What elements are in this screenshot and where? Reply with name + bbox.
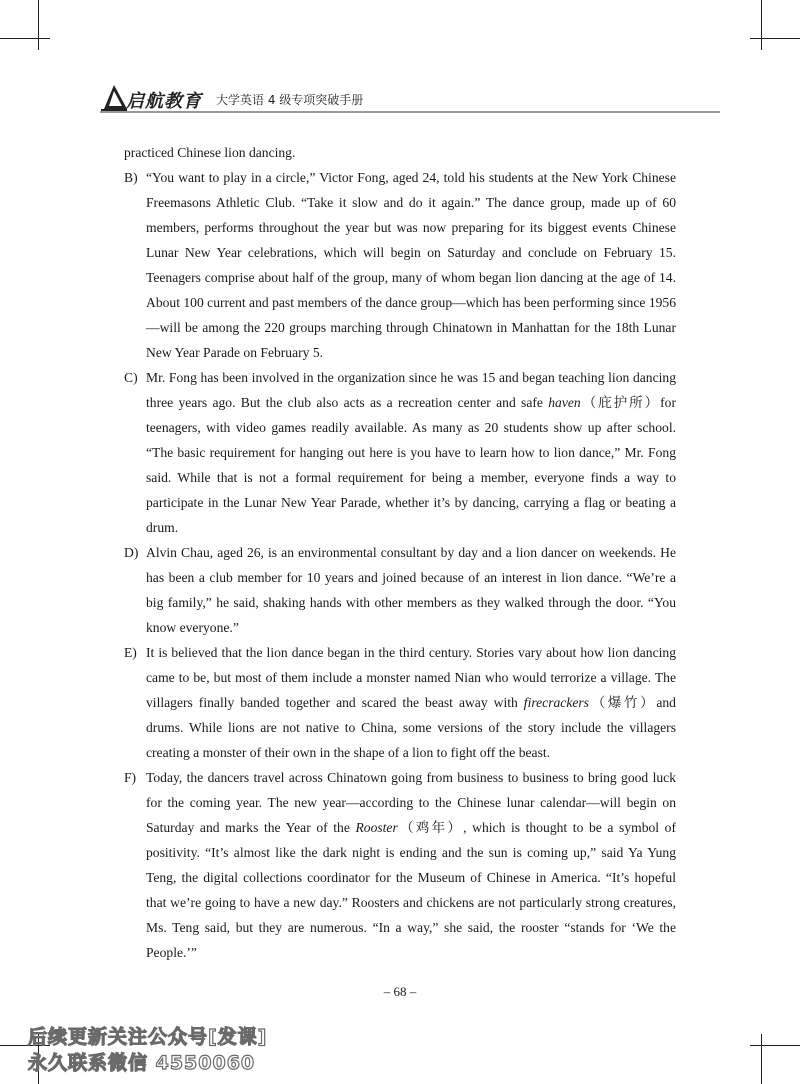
paragraph-label: E)	[124, 645, 137, 660]
glossed-word: firecrackers	[523, 695, 589, 710]
crop-mark	[761, 1034, 762, 1084]
paragraph-f	[124, 765, 676, 965]
paragraph-b	[124, 165, 676, 365]
glossed-word: Rooster	[355, 820, 398, 835]
crop-mark	[38, 0, 39, 50]
paragraph-text: Alvin Chau, aged 26, is an environmental consultant by day and a lion dancer on weekends. He has been a club member for 10 years and joined because of an interest in lion dance. “We’re a big family,” he said, shaking hands with other members as they walked through the door. “You know everyone.”	[146, 545, 676, 635]
watermark-line: 后续更新关注公众号[发课]	[28, 1026, 268, 1048]
header-rule	[100, 110, 720, 114]
page-header	[100, 84, 720, 114]
book-title: 大学英语 4 级专项突破手册	[216, 93, 364, 107]
sail-logo-icon	[100, 84, 128, 112]
paragraph-label: C)	[124, 370, 138, 385]
intro-line: practiced Chinese lion dancing.	[124, 145, 296, 160]
paragraph-text: Today, the dancers travel across Chinatown going from business to business to bring good luck for the coming year. The new year—according to the Chinese lunar calendar—will begin on Saturday and marks the Year of the	[146, 770, 676, 835]
crop-mark	[0, 38, 50, 39]
crop-mark	[761, 0, 762, 50]
paragraph-label: F)	[124, 770, 137, 785]
paragraph-text: Mr. Fong has been involved in the organization since he was 15 and began teaching lion dancing three years ago. But the club also acts as a recreation center and safe	[146, 370, 676, 410]
page-body	[124, 140, 676, 965]
crop-mark	[750, 1045, 800, 1046]
paragraph-e	[124, 640, 676, 765]
watermark-line: 永久联系微信 4550060	[28, 1052, 256, 1074]
brand-logo-text: 启航教育	[126, 91, 202, 112]
paragraph-label: D)	[124, 545, 139, 560]
crop-mark	[750, 38, 800, 39]
paragraph-text: “You want to play in a circle,” Victor Fong, aged 24, told his students at the New York Chinese Freemasons Athletic Club. “Take it slow and do it again.” The dance group, made up of 60 members, performs throughout the year but was now preparing for its biggest events Chinese Lunar New Year celebrations, which will begin on Saturday and conclude on February 15. Teenagers comprise about half of the group, many of whom began lion dancing at the age of 14. About 100 current and past members of the dance group—which has been performing since 1956—will be among the 220 groups marching through Chinatown in Manhattan for the 18th Lunar New Year Parade on February 5.	[146, 170, 677, 360]
page-number: – 68 –	[383, 984, 417, 999]
paragraph-label: B)	[124, 170, 138, 185]
paragraph-text: （庇护所）for teenagers, with video games readily available. As many as 20 students show up after school. “The basic requirement for hanging out here is you have to learn how to lion dance,” Mr. Fong said. While that is not a formal requirement for being a member, everyone finds a way to participate in the Lunar New Year Parade, whether it’s by dancing, carrying a flag or beating a drum.	[146, 395, 676, 535]
glossed-word: haven	[548, 395, 581, 410]
paragraph-text: It is believed that the lion dance began in the third century. Stories vary about how lion dancing came to be, but most of them include a monster named Nian who would terrorize a village. The villagers finally banded together and scared the beast away with	[146, 645, 676, 710]
paragraph-text: （爆竹）and drums. While lions are not native to China, some versions of the story include the villagers creating a monster of their own in the shape of a lion to fight off the beast.	[146, 695, 676, 760]
paragraph-d	[124, 540, 676, 640]
paragraph-text: （鸡年）, which is thought to be a symbol of positivity. “It’s almost like the dark night is ending and the sun is coming up,” said Ya Yung Teng, the digital collections coordinator for the Museum of Chinese in America. “It’s hopeful that we’re going to have a new day.” Roosters and chickens are not particularly strong creatures, Ms. Teng said, but they are numerous. “In a way,” she said, the rooster “stands for ‘We the People.’”	[146, 820, 676, 960]
paragraph-c	[124, 365, 676, 540]
